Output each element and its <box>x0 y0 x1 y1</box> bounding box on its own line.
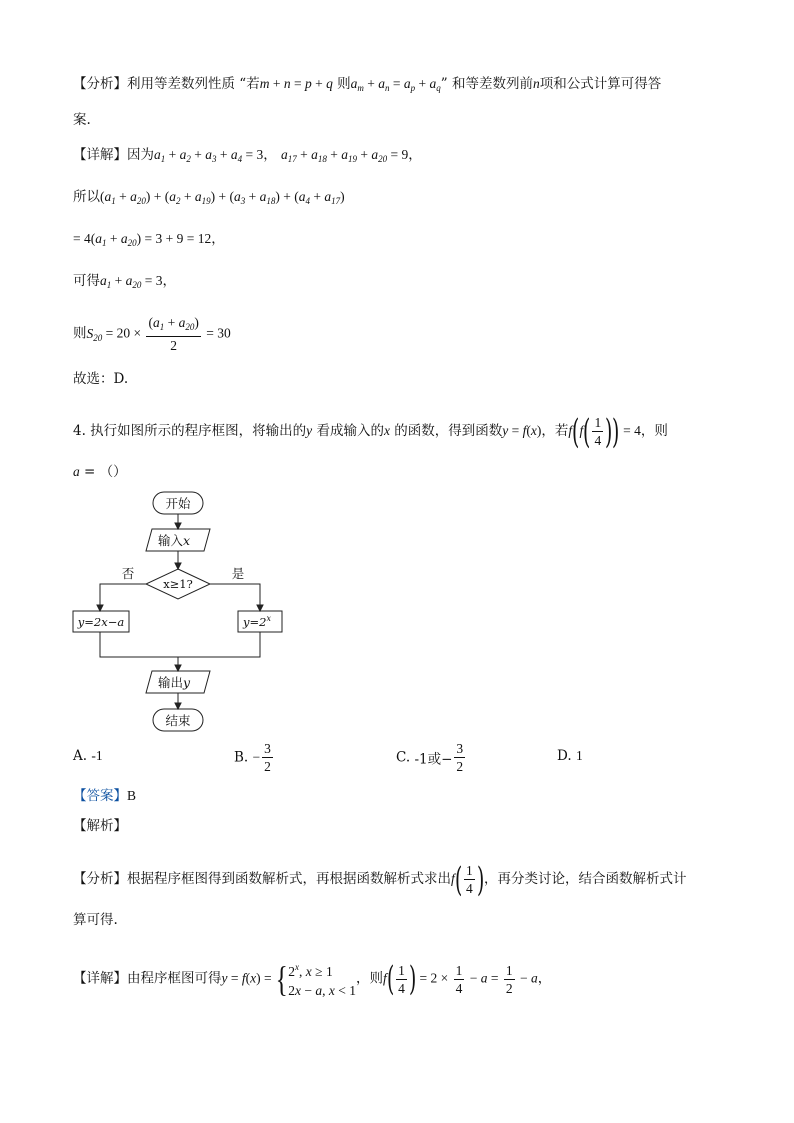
program-flowchart <box>60 488 300 738</box>
detail-tag: 【详解】 <box>73 970 127 987</box>
end-label: 结束 <box>165 713 191 728</box>
q4-stem-line-2: a = （） <box>73 464 127 480</box>
q4-analysis-line: 【分析】根据程序框图得到函数解析式，再根据函数解析式求出f( $\frac{1}{4}$ )，再分类讨论，结合函数解析式计 <box>73 859 687 900</box>
left-box-label: y=2x−a <box>77 615 125 629</box>
condition-label: x≥1? <box>163 577 193 591</box>
q3-detail-line-5: 则$S_{20} = 20$ × $\frac{(a_1 + a_{20})}{2}$ = 30 <box>73 315 231 353</box>
q4-stem-line-1: 4. 执行如图所示的程序框图，将输出的y 看成输入的x 的函数，得到函数y = f(x)，若f(f( $\frac{1}{4}$ )) = 4，则 <box>73 411 668 452</box>
option-b: B. − $\frac{3}{2}$ <box>234 741 271 774</box>
no-label: 否 <box>121 566 135 581</box>
input-label: 输入x <box>157 533 191 548</box>
q4-solution-tag: 【解析】 <box>73 818 127 834</box>
start-label: 开始 <box>165 496 191 511</box>
q3-detail-line-3: = $4(a_1 + a_{20}) = 3 + 9 = 12$， <box>73 231 225 248</box>
option-d: D. 1 <box>557 748 583 764</box>
q3-detail-line-4: 可得$a_1 + a_{20} = 3$， <box>73 273 176 290</box>
detail-tag: 【详解】 <box>73 147 127 163</box>
option-a: A. -1 <box>73 748 103 764</box>
q4-detail-line: 【详解】由程序框图可得y = f(x) = { 2$^x$, x ≥ 1 2x − a, x < 1 ，则f( $\frac{1}{4}$ ) = 2 × $\frac{1}{4}$ − a = $\frac{1}{2}$ − a， <box>73 959 552 999</box>
yes-label: 是 <box>231 566 245 581</box>
output-label: 输出y <box>157 675 191 690</box>
q3-analysis-line: 【分析】利用等差数列性质 “若m + n = p + q 则$a_m + a_n = a_p + a_q$” 和等差数列前n项和公式计算可得答 <box>73 76 662 93</box>
q3-detail-line-2: 所以$(a_1 + a_{20}) + (a_2 + a_{19}) + (a_3 + a_{18}) + (a_4 + a_{17})$ <box>73 189 345 206</box>
q3-detail-line-1: 【详解】因为$a_1 + a_2 + a_3 + a_4 = 3$， $a_{17} + a_{18} + a_{19} + a_{20} = 9$， <box>73 147 422 164</box>
q4-answer-line: 【答案】B <box>73 788 137 804</box>
right-box-label: $y=2^x$ <box>243 614 271 629</box>
answer-tag: 【答案】 <box>73 788 127 804</box>
q4-analysis-line-2: 算可得. <box>73 912 118 928</box>
q3-answer-line: 故选：D. <box>73 371 129 387</box>
q3-analysis-line-2: 案. <box>73 112 91 128</box>
analysis-tag: 【分析】 <box>73 76 127 92</box>
analysis-tag: 【分析】 <box>73 871 127 887</box>
option-c: C. -1或− $\frac{3}{2}$ <box>396 741 464 774</box>
